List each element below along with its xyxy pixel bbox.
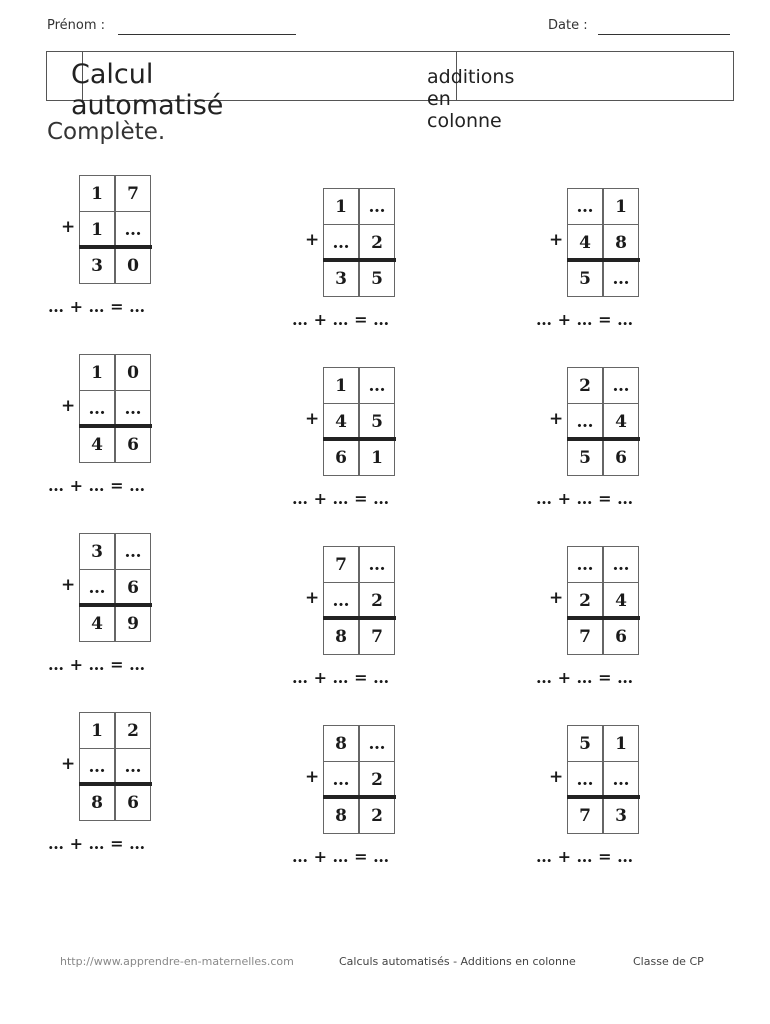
addition-exercise	[536, 188, 696, 348]
digit-cell: 1	[603, 725, 639, 762]
blank-digit-cell[interactable]: …	[603, 546, 639, 583]
digit-cell: 1	[603, 188, 639, 225]
blank-digit-cell[interactable]: …	[323, 761, 359, 798]
sum-line	[323, 795, 396, 799]
date-field[interactable]	[598, 34, 730, 35]
column-addition-grid	[323, 546, 396, 657]
digit-cell: 2	[115, 712, 151, 749]
digit-cell: 1	[79, 354, 115, 391]
blank-digit-cell[interactable]: …	[115, 390, 151, 427]
addition-exercise	[536, 367, 696, 527]
blank-digit-cell[interactable]: …	[359, 367, 395, 404]
sum-line	[323, 258, 396, 262]
blank-digit-cell[interactable]: …	[359, 725, 395, 762]
column-addition-grid	[79, 175, 152, 286]
addition-exercise	[536, 725, 696, 885]
column-addition-grid	[567, 367, 640, 478]
addition-exercise	[292, 725, 452, 885]
column-addition-grid	[323, 725, 396, 836]
equation-line[interactable]: … + … = …	[292, 489, 390, 508]
equation-line[interactable]: … + … = …	[48, 834, 146, 853]
digit-cell: 5	[567, 439, 603, 476]
equation-line[interactable]: … + … = …	[536, 668, 634, 687]
column-addition-grid	[323, 367, 396, 478]
column-addition-grid	[79, 533, 152, 644]
digit-cell: 3	[79, 247, 115, 284]
digit-cell: 1	[79, 712, 115, 749]
digit-cell: 0	[115, 354, 151, 391]
column-addition-grid	[79, 712, 152, 823]
sum-line	[567, 258, 640, 262]
blank-digit-cell[interactable]: …	[359, 188, 395, 225]
sum-line	[323, 616, 396, 620]
equation-line[interactable]: … + … = …	[48, 297, 146, 316]
digit-cell: 1	[323, 188, 359, 225]
equation-line[interactable]: … + … = …	[536, 310, 634, 329]
equation-line[interactable]: … + … = …	[536, 489, 634, 508]
digit-cell: 4	[323, 403, 359, 440]
digit-cell: 4	[567, 224, 603, 261]
page-title: Calcul automatisé	[71, 59, 224, 121]
plus-sign: +	[549, 230, 564, 250]
addition-exercise	[48, 354, 208, 514]
digit-cell: 6	[603, 618, 639, 655]
plus-sign: +	[61, 396, 76, 416]
addition-exercise	[292, 546, 452, 706]
title-cell	[47, 52, 224, 121]
plus-sign: +	[305, 409, 320, 429]
equation-line[interactable]: … + … = …	[48, 476, 146, 495]
digit-cell: 0	[115, 247, 151, 284]
equation-line[interactable]: … + … = …	[48, 655, 146, 674]
column-addition-grid	[567, 188, 640, 299]
blank-digit-cell[interactable]: …	[115, 211, 151, 248]
digit-cell: 5	[359, 260, 395, 297]
column-addition-grid	[79, 354, 152, 465]
addition-exercise	[48, 712, 208, 872]
plus-sign: +	[305, 230, 320, 250]
digit-cell: 7	[567, 797, 603, 834]
footer-title: Calculs automatisés - Additions en colonne	[339, 955, 576, 968]
plus-sign: +	[61, 575, 76, 595]
digit-cell: 6	[323, 439, 359, 476]
digit-cell: 4	[603, 582, 639, 619]
plus-sign: +	[549, 409, 564, 429]
equation-line[interactable]: … + … = …	[292, 310, 390, 329]
column-addition-grid	[567, 546, 640, 657]
plus-sign: +	[305, 588, 320, 608]
digit-cell: 7	[359, 618, 395, 655]
digit-cell: 2	[359, 582, 395, 619]
digit-cell: 2	[567, 367, 603, 404]
blank-digit-cell[interactable]: …	[567, 403, 603, 440]
sum-line	[79, 245, 152, 249]
sum-line	[323, 437, 396, 441]
digit-cell: 8	[323, 725, 359, 762]
footer-url: http://www.apprendre-en-maternelles.com	[60, 955, 294, 968]
addition-exercise	[292, 367, 452, 527]
sum-line	[567, 616, 640, 620]
blank-digit-cell[interactable]: …	[567, 546, 603, 583]
digit-cell: 6	[115, 426, 151, 463]
footer-level: Classe de CP	[633, 955, 704, 968]
blank-digit-cell[interactable]: …	[115, 748, 151, 785]
digit-cell: 2	[567, 582, 603, 619]
sum-line	[567, 437, 640, 441]
equation-line[interactable]: … + … = …	[536, 847, 634, 866]
digit-cell: 7	[323, 546, 359, 583]
firstname-label: Prénom :	[47, 18, 106, 33]
addition-exercise	[48, 533, 208, 693]
sum-line	[567, 795, 640, 799]
empty-title-cell	[665, 52, 701, 100]
blank-digit-cell[interactable]: …	[79, 569, 115, 606]
plus-sign: +	[61, 754, 76, 774]
column-addition-grid	[323, 188, 396, 299]
blank-digit-cell[interactable]: …	[323, 582, 359, 619]
addition-exercise	[536, 546, 696, 706]
blank-digit-cell[interactable]: …	[359, 546, 395, 583]
digit-cell: 3	[79, 533, 115, 570]
subtitle-cell	[421, 52, 515, 132]
plus-sign: +	[61, 217, 76, 237]
digit-cell: 5	[567, 260, 603, 297]
blank-digit-cell[interactable]: …	[323, 224, 359, 261]
digit-cell: 1	[323, 367, 359, 404]
digit-cell: 2	[359, 797, 395, 834]
equation-line[interactable]: … + … = …	[292, 668, 390, 687]
blank-digit-cell[interactable]: …	[603, 260, 639, 297]
blank-digit-cell[interactable]: …	[603, 761, 639, 798]
digit-cell: 6	[115, 569, 151, 606]
digit-cell: 5	[567, 725, 603, 762]
digit-cell: 1	[359, 439, 395, 476]
digit-cell: 6	[603, 439, 639, 476]
blank-digit-cell[interactable]: …	[567, 761, 603, 798]
plus-sign: +	[549, 767, 564, 787]
digit-cell: 9	[115, 605, 151, 642]
digit-cell: 1	[79, 211, 115, 248]
blank-digit-cell[interactable]: …	[603, 367, 639, 404]
digit-cell: 4	[79, 605, 115, 642]
digit-cell: 3	[323, 260, 359, 297]
plus-sign: +	[305, 767, 320, 787]
instruction: Complète.	[47, 119, 166, 145]
digit-cell: 8	[323, 797, 359, 834]
column-addition-grid	[567, 725, 640, 836]
blank-digit-cell[interactable]: …	[79, 748, 115, 785]
digit-cell: 4	[603, 403, 639, 440]
sum-line	[79, 424, 152, 428]
digit-cell: 8	[79, 784, 115, 821]
digit-cell: 6	[115, 784, 151, 821]
blank-digit-cell[interactable]: …	[567, 188, 603, 225]
digit-cell: 2	[359, 761, 395, 798]
blank-digit-cell[interactable]: …	[79, 390, 115, 427]
plus-sign: +	[549, 588, 564, 608]
equation-line[interactable]: … + … = …	[292, 847, 390, 866]
firstname-field[interactable]	[118, 34, 296, 35]
digit-cell: 5	[359, 403, 395, 440]
digit-cell: 8	[323, 618, 359, 655]
digit-cell: 4	[79, 426, 115, 463]
digit-cell: 1	[79, 175, 115, 212]
sum-line	[79, 603, 152, 607]
digit-cell: 7	[567, 618, 603, 655]
sum-line	[79, 782, 152, 786]
page-subtitle: additions en colonne	[427, 66, 515, 132]
date-label: Date :	[548, 18, 588, 33]
digit-cell: 2	[359, 224, 395, 261]
addition-exercise	[48, 175, 208, 335]
digit-cell: 8	[603, 224, 639, 261]
digit-cell: 7	[115, 175, 151, 212]
blank-digit-cell[interactable]: …	[115, 533, 151, 570]
addition-exercise	[292, 188, 452, 348]
digit-cell: 3	[603, 797, 639, 834]
